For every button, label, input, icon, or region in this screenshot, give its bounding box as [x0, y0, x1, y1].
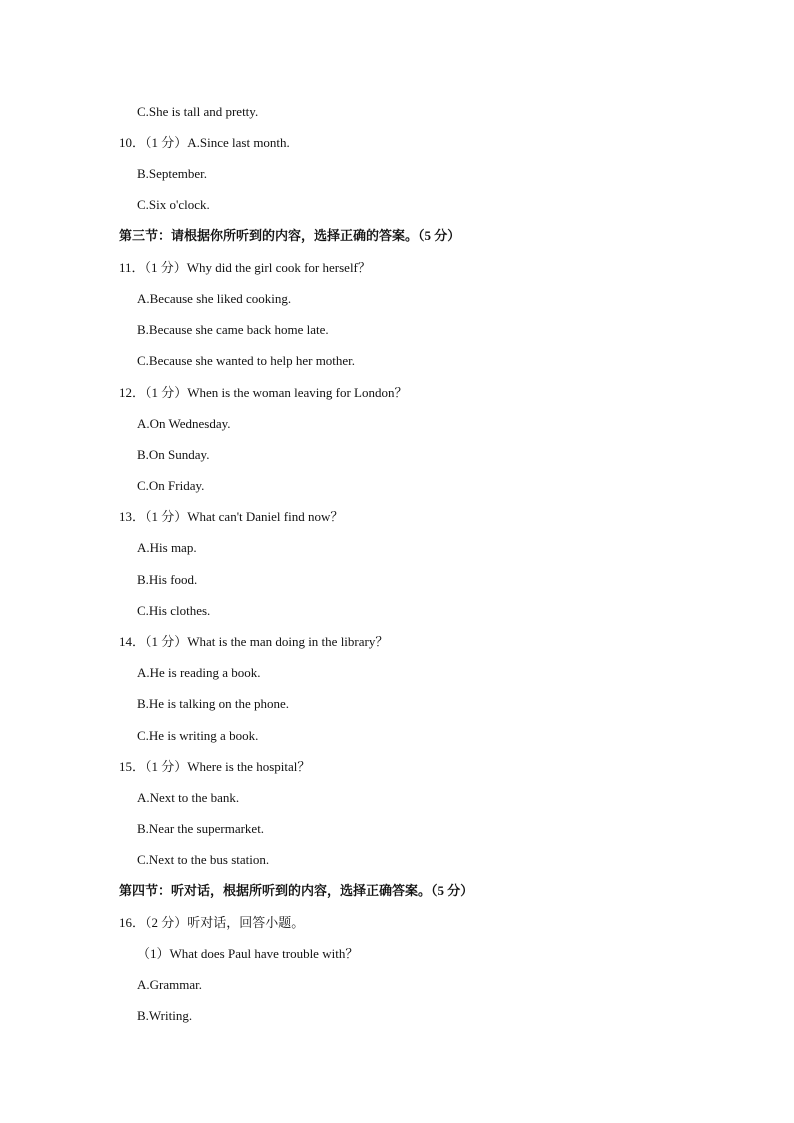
option-11c: C.Because she wanted to help her mother.	[137, 353, 356, 368]
question-11: 11．（1 分）Why did the girl cook for herself？	[119, 260, 371, 275]
option-15a: A.Next to the bank.	[137, 790, 240, 805]
option-10b: B.September.	[137, 166, 208, 181]
section-3-heading: 第三节：请根据你所听到的内容，选择正确的答案。（5 分）	[119, 228, 461, 243]
question-16: 16．（2 分）听对话，回答小题。	[119, 915, 305, 930]
option-13a: A.His map.	[137, 540, 197, 555]
option-11a: A.Because she liked cooking.	[137, 291, 292, 306]
question-15: 15．（1 分）Where is the hospital？	[119, 759, 311, 774]
option-12c: C.On Friday.	[137, 478, 205, 493]
question-10: 10．（1 分）A.Since last month.	[119, 135, 290, 150]
option-13c: C.His clothes.	[137, 603, 211, 618]
section-4-heading: 第四节：听对话，根据所听到的内容，选择正确答案。（5 分）	[119, 883, 474, 898]
option-16-1b: B.Writing.	[137, 1008, 193, 1023]
option-12b: B.On Sunday.	[137, 447, 210, 462]
option-11b: B.Because she came back home late.	[137, 322, 329, 337]
question-12: 12．（1 分）When is the woman leaving for London？	[119, 385, 408, 400]
option-14b: B.He is talking on the phone.	[137, 696, 290, 711]
option-10c: C.Six o'clock.	[137, 197, 210, 212]
sub-question-16-1: （1）What does Paul have trouble with？	[137, 946, 359, 961]
question-14: 14．（1 分）What is the man doing in the library？	[119, 634, 389, 649]
option-12a: A.On Wednesday.	[137, 416, 231, 431]
option-16-1a: A.Grammar.	[137, 977, 202, 992]
option-14c: C.He is writing a book.	[137, 728, 259, 743]
option-9c: C.She is tall and pretty.	[137, 104, 259, 119]
option-13b: B.His food.	[137, 572, 198, 587]
option-14a: A.He is reading a book.	[137, 665, 261, 680]
option-15c: C.Next to the bus station.	[137, 852, 270, 867]
question-13: 13．（1 分）What can't Daniel find now？	[119, 509, 344, 524]
option-15b: B.Near the supermarket.	[137, 821, 265, 836]
